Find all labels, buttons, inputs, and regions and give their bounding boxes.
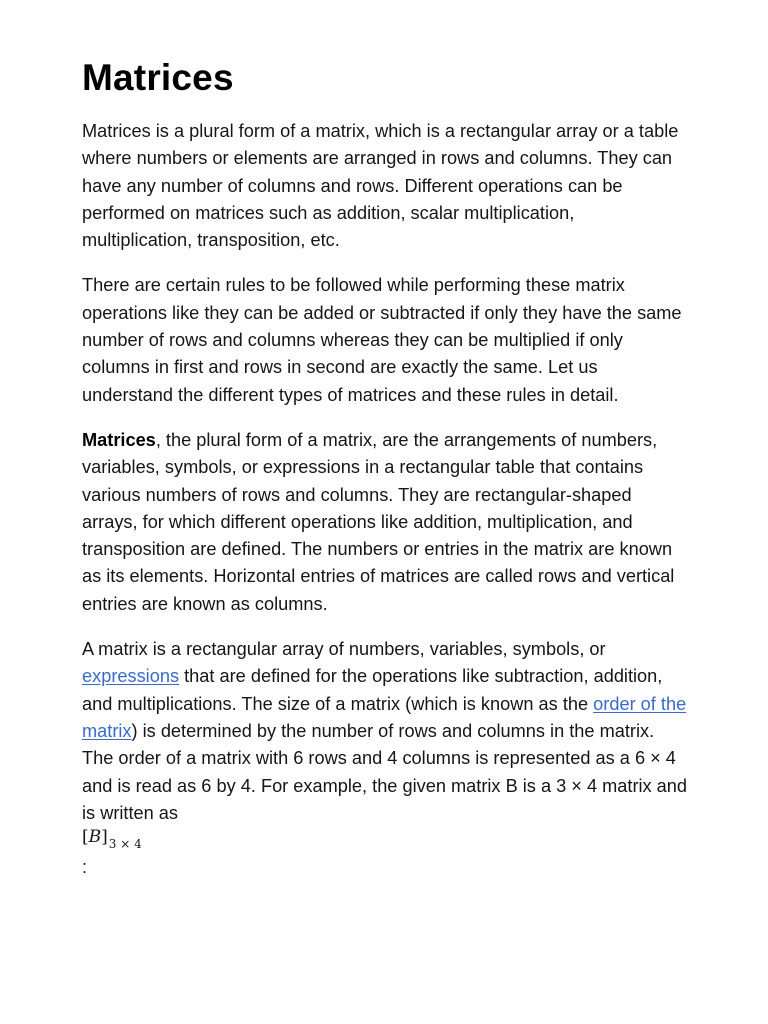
colon: : bbox=[82, 857, 88, 878]
paragraph-intro: Matrices is a plural form of a matrix, which is a rectangular array or a table where numbers or elements are arranged in rows and columns. They can have any number of columns and rows. Different operations can be performed on matrices such as addition, scalar multiplication, multiplication, transposition, etc. bbox=[82, 121, 679, 251]
paragraph-definition bbox=[82, 427, 688, 618]
order-text-1: A matrix is a rectangular array of numbers, variables, symbols, or bbox=[82, 639, 606, 660]
definition-text: , the plural form of a matrix, are the arrangements of numbers, variables, symbols, or expressions in a rectangular table that contains various numbers of rows and columns. They are rectangular-shaped arrays, for which different operations like addition, multiplication, and transposition are defined. The numbers or entries in the matrix are known as its elements. Horizontal entries of matrices are called rows and vertical entries are known as columns. bbox=[82, 429, 675, 614]
bold-term-matrices: Matrices bbox=[82, 429, 156, 450]
page-title: Matrices bbox=[82, 57, 234, 98]
paragraph-rules: There are certain rules to be followed while performing these matrix operations like they can be added or subtracted if only they have the same number of rows and columns whereas they can be multiplied if only columns in first and rows in second are exactly the same. Let us understand the different types of matrices and these rules in detail. bbox=[82, 275, 682, 405]
paragraph-order bbox=[82, 636, 688, 878]
math-bracket-close: ] bbox=[101, 827, 108, 848]
math-variable: B bbox=[88, 827, 102, 848]
matrix-notation bbox=[82, 827, 688, 854]
order-text-3: ) is determined by the number of rows and columns in the matrix. The order of a matrix with 6 rows and 4 columns is represented as a 6 × 4 and is read as 6 by 4. For example, the given matrix B is a 3 × 4 matrix and is written as bbox=[82, 720, 688, 823]
order-of-matrix-link[interactable]: order of the matrix bbox=[82, 693, 687, 741]
expressions-link[interactable]: expressions bbox=[82, 666, 180, 687]
article bbox=[82, 52, 688, 896]
math-subscript: 3 × 4 bbox=[108, 837, 142, 852]
order-text-2: that are defined for the operations like subtraction, addition, and multiplications. The size of a matrix (which is known as the bbox=[82, 666, 663, 714]
math-bracket-open: [ bbox=[82, 827, 89, 848]
